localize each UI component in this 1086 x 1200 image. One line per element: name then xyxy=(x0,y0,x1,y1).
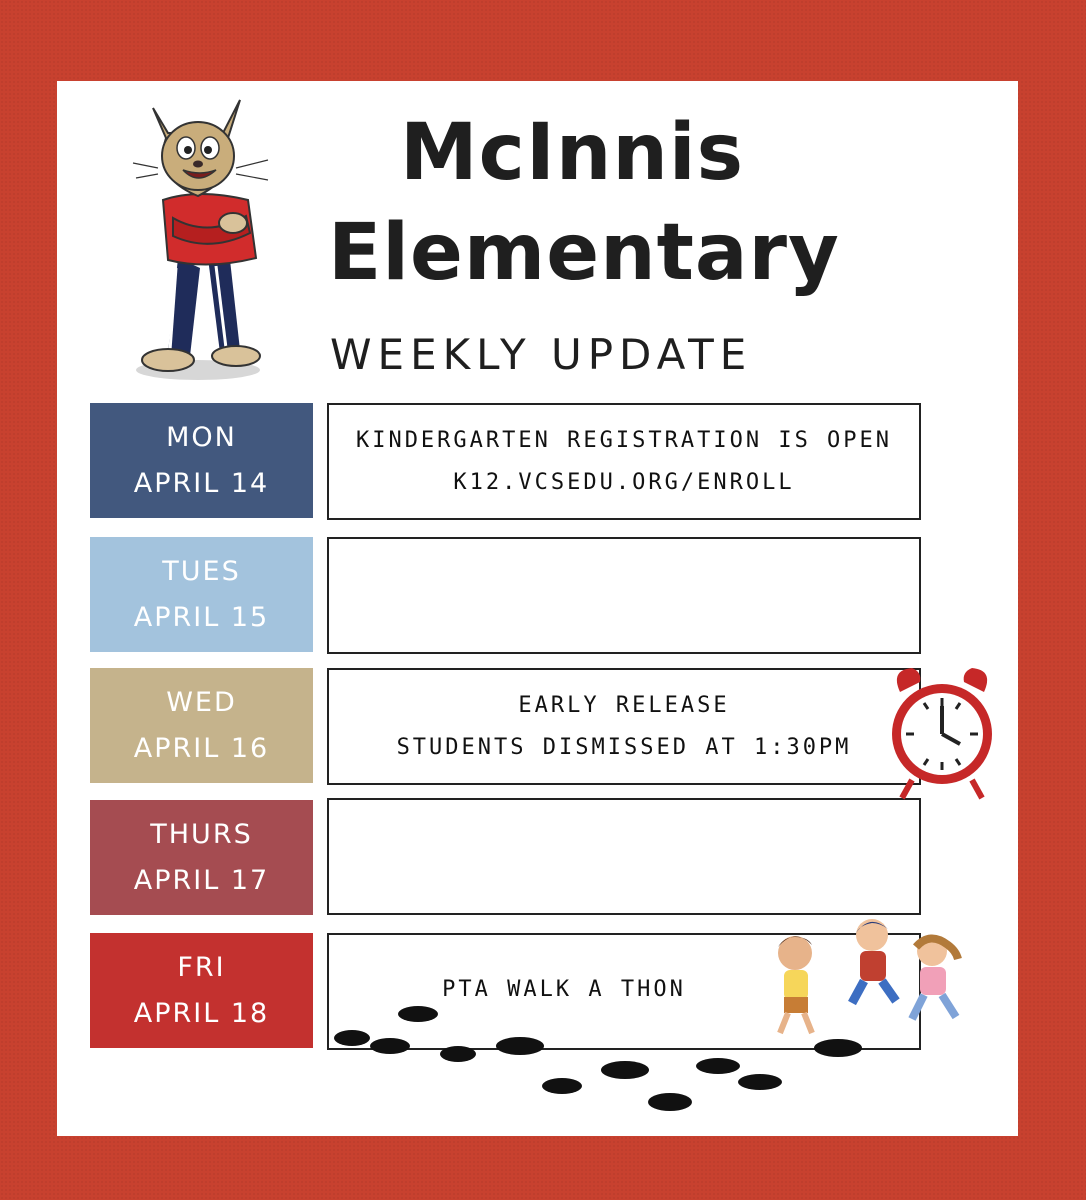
day-name: THURS xyxy=(150,818,253,850)
event-line: K12.VCSEDU.ORG/ENROLL xyxy=(453,469,795,495)
day-date: APRIL 15 xyxy=(133,601,270,633)
wildcat-mascot-icon xyxy=(128,88,278,383)
school-name-line1: McInnis xyxy=(400,108,745,198)
day-name: TUES xyxy=(162,555,241,587)
event-line: EARLY RELEASE xyxy=(518,692,730,718)
day-box-thurs xyxy=(327,798,921,915)
day-label-mon xyxy=(90,403,313,518)
day-date: APRIL 18 xyxy=(133,997,270,1029)
day-label-tues xyxy=(90,537,313,652)
day-label-wed xyxy=(90,668,313,783)
day-date: APRIL 14 xyxy=(133,467,270,499)
day-label-fri xyxy=(90,933,313,1048)
day-date: APRIL 17 xyxy=(133,864,270,896)
event-line: STUDENTS DISMISSED AT 1:30PM xyxy=(396,734,852,760)
day-box-mon xyxy=(327,403,921,520)
weekly-update-heading: WEEKLY UPDATE xyxy=(330,330,753,379)
event-line: KINDERGARTEN REGISTRATION IS OPEN xyxy=(355,427,893,453)
day-box-tues xyxy=(327,537,921,654)
day-label-thurs xyxy=(90,800,313,915)
day-name: WED xyxy=(166,686,237,718)
day-name: FRI xyxy=(177,951,226,983)
day-date: APRIL 16 xyxy=(133,732,270,764)
school-name-line2: Elementary xyxy=(328,208,840,298)
day-box-wed xyxy=(327,668,921,785)
event-line: PTA WALK A THON xyxy=(442,977,686,1002)
alarm-clock-icon xyxy=(882,662,1002,802)
footprints-icon xyxy=(330,1000,870,1120)
day-name: MON xyxy=(166,421,237,453)
